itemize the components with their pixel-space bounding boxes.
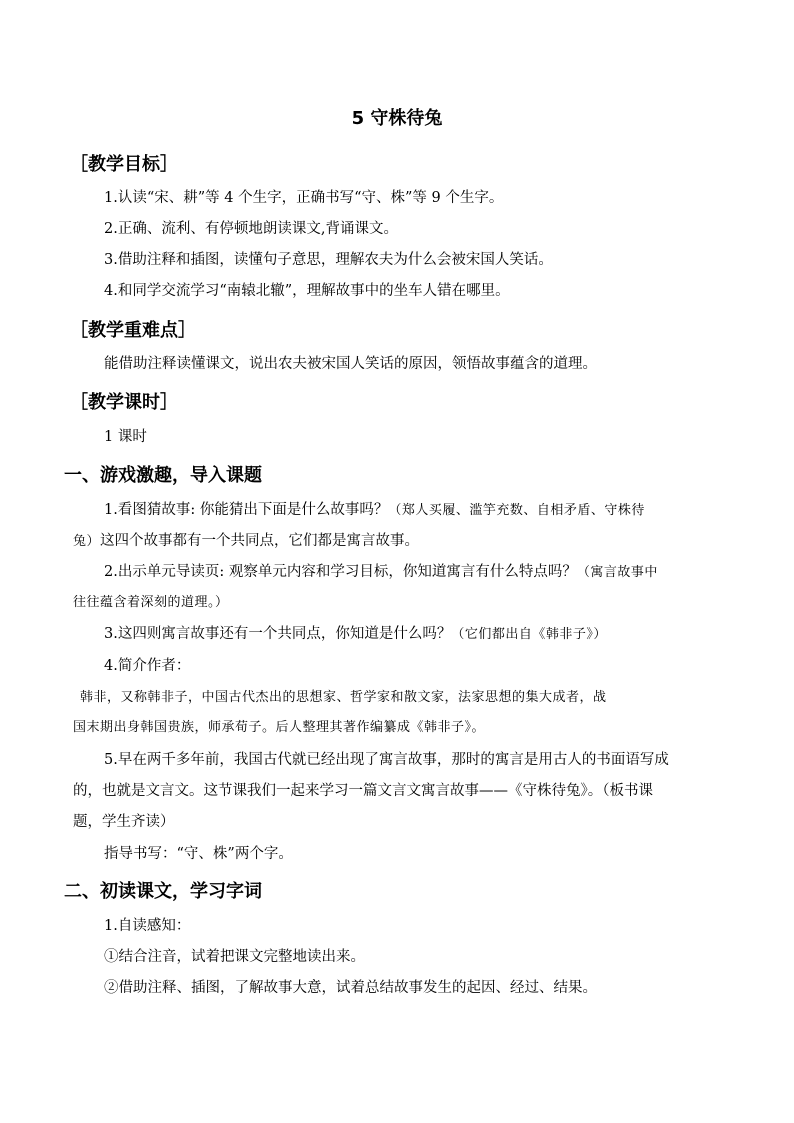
paragraph <box>104 622 607 643</box>
paragraph: 5.早在两千多年前，我国古代就已经出现了寓言故事，那时的寓言是用古人的书面语写成 <box>104 752 669 768</box>
paragraph: 1.自读感知： <box>104 918 191 934</box>
key-points-heading: ［教学重难点］ <box>70 320 196 341</box>
paragraph-text: 2.出示单元导读页: 观察单元内容和学习目标，你知道寓言有什么特点吗？ <box>104 564 577 580</box>
paragraph: 的，也就是文言文。这节课我们一起来学习一篇文言文寓言故事——《守株待兔》。（板书课 <box>73 783 653 799</box>
objective-item: 1.认读“宋、耕”等 4 个生字，正确书写“守、株”等 9 个生字。 <box>104 190 504 206</box>
paragraph-text: 1.看图猜故事: 你能猜出下面是什么故事吗？ <box>104 502 389 518</box>
inline-note: （它们都出自《韩非子》） <box>451 627 607 642</box>
objective-item: 3.借助注释和插图，读懂句子意思，理解农夫为什么会被宋国人笑话。 <box>104 252 553 268</box>
objectives-heading: ［教学目标］ <box>70 154 178 175</box>
paragraph-text: 3.这四则寓言故事还有一个共同点，你知道是什么吗？ <box>104 626 452 642</box>
paragraph: ①结合注音，试着把课文完整地读出来。 <box>104 949 365 965</box>
objective-item: 4.和同学交流学习“南辕北辙”，理解故事中的坐车人错在哪里。 <box>104 283 510 299</box>
objective-item: 2.正确、流利、有停顿地朗读课文,背诵课文。 <box>104 221 398 237</box>
paragraph: ②借助注释、插图，了解故事大意，试着总结故事发生的起因、经过、结果。 <box>104 980 597 996</box>
inline-note: （郑人买履、滥竽充数、自相矛盾、守株待 <box>388 503 645 518</box>
paragraph-text: 这四个故事都有一个共同点，它们都是寓言故事。 <box>100 533 420 549</box>
paragraph: 题，学生齐读） <box>73 814 175 830</box>
periods-text: 1 课时 <box>104 429 147 445</box>
paragraph <box>73 529 419 550</box>
inline-note: 往往蕴含着深刻的道理。） <box>73 595 229 610</box>
paragraph <box>104 560 658 581</box>
paragraph: 4.简介作者： <box>104 658 191 674</box>
inline-note: 兔） <box>73 534 101 549</box>
page-title: 5 守株待兔 <box>351 108 443 129</box>
author-intro: 国末期出身韩国贵族，师承荀子。后人整理其著作编纂成《韩非子》。 <box>73 720 486 735</box>
section2-heading: 二、初读课文，学习字词 <box>64 881 262 902</box>
paragraph: 指导书写：“守、株”两个字。 <box>104 846 293 862</box>
author-intro: 韩非，又称韩非子，中国古代杰出的思想家、哲学家和散文家，法家思想的集大成者，战 <box>80 690 607 705</box>
inline-note: （寓言故事中 <box>576 565 658 580</box>
periods-heading: ［教学课时］ <box>70 392 178 413</box>
paragraph <box>104 498 645 519</box>
section1-heading: 一、游戏激趣，导入课题 <box>64 465 262 486</box>
key-points-text: 能借助注释读懂课文，说出农夫被宋国人笑话的原因，领悟故事蕴含的道理。 <box>104 356 597 372</box>
